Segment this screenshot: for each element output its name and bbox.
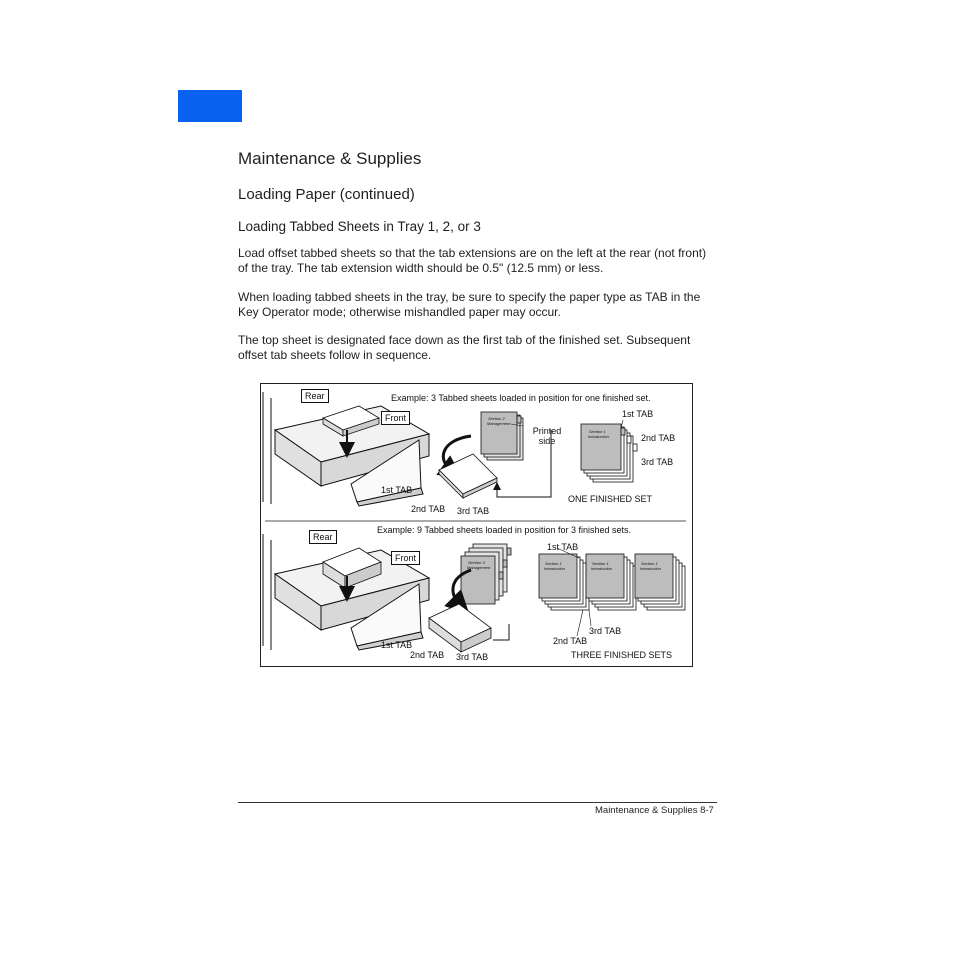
tab3-label-top: 3rd TAB: [457, 506, 490, 516]
caption-bottom: Example: 9 Tabbed sheets loaded in position for 3 finished sets.: [377, 525, 631, 535]
set-tab3-label-bottom: 3rd TAB: [589, 626, 622, 636]
set-label-top-2: Introduction: [588, 434, 609, 439]
page-footer: Maintenance & Supplies 8-7: [595, 805, 714, 816]
set-tab3-label-top: 3rd TAB: [641, 457, 674, 467]
tab1-label-bottom: 1st TAB: [381, 640, 413, 650]
result-label-top: ONE FINISHED SET: [568, 494, 653, 504]
printed-side-label: Printed side: [532, 426, 562, 446]
rear-label-bottom: Rear: [309, 530, 337, 544]
front-label-bottom: Front: [391, 551, 420, 565]
tray-sheets-top: [439, 454, 497, 498]
set-label-bottom-6: Introduction: [640, 566, 661, 571]
paragraph-tab-orientation: Load offset tabbed sheets so that the tab extensions are on the left at the rear (not front) of the tray. The tab extension width should be 0.5" (12.5 mm) or less.: [238, 246, 707, 275]
tabbed-sheets-figure: [260, 383, 693, 667]
paragraph-paper-type: When loading tabbed sheets in the tray, be sure to specify the paper type as TAB in the Key Operator mode; otherwise mishandled paper may occur.: [238, 290, 701, 319]
tab-sheets-bottom: [461, 544, 511, 604]
subsection-title: Loading Tabbed Sheets in Tray 1, 2, or 3: [238, 219, 481, 234]
chapter-title: Maintenance & Supplies: [238, 149, 422, 168]
sheet-label-bottom-1: Section 3: [468, 560, 485, 565]
section-title: Loading Paper (continued): [238, 186, 415, 203]
set-tab2-label-top: 2nd TAB: [641, 433, 676, 443]
tab2-label-top: 2nd TAB: [411, 504, 446, 514]
sheet-label-bottom-2: Management: [467, 565, 491, 570]
set-label-bottom-3: Section 1: [592, 561, 609, 566]
tab3-label-bottom: 3rd TAB: [456, 652, 489, 662]
set-tab1-label-bottom: 1st TAB: [547, 542, 579, 552]
tab2-label-bottom: 2nd TAB: [410, 650, 445, 660]
chapter-color-tab: [178, 90, 242, 122]
tray-sheets-bottom: [429, 604, 491, 652]
set-label-bottom-2: Introduction: [544, 566, 565, 571]
sheet-label-top-2: Management: [487, 421, 511, 426]
stack-bracket-bottom: [493, 624, 509, 640]
paragraph-top-sheet: The top sheet is designated face down as the first tab of the finished set. Subsequent offset tab sheets follow in sequence.: [238, 333, 691, 362]
footer-divider: [238, 802, 717, 803]
set-label-bottom-5: Section 1: [641, 561, 658, 566]
set-label-top-1: Section 1: [589, 429, 606, 434]
set-label-bottom-4: Introduction: [591, 566, 612, 571]
set-label-bottom-1: Section 1: [545, 561, 562, 566]
tab1-label-top: 1st TAB: [381, 485, 413, 495]
front-label-top: Front: [381, 411, 410, 425]
sheet-label-top-1: Section 2: [488, 416, 505, 421]
set-tab1-label-top: 1st TAB: [622, 409, 654, 419]
set-tab2-label-bottom: 2nd TAB: [553, 636, 588, 646]
rear-label-top: Rear: [301, 389, 329, 403]
caption-top: Example: 3 Tabbed sheets loaded in position for one finished set.: [391, 393, 651, 403]
result-label-bottom: THREE FINISHED SETS: [571, 650, 673, 660]
